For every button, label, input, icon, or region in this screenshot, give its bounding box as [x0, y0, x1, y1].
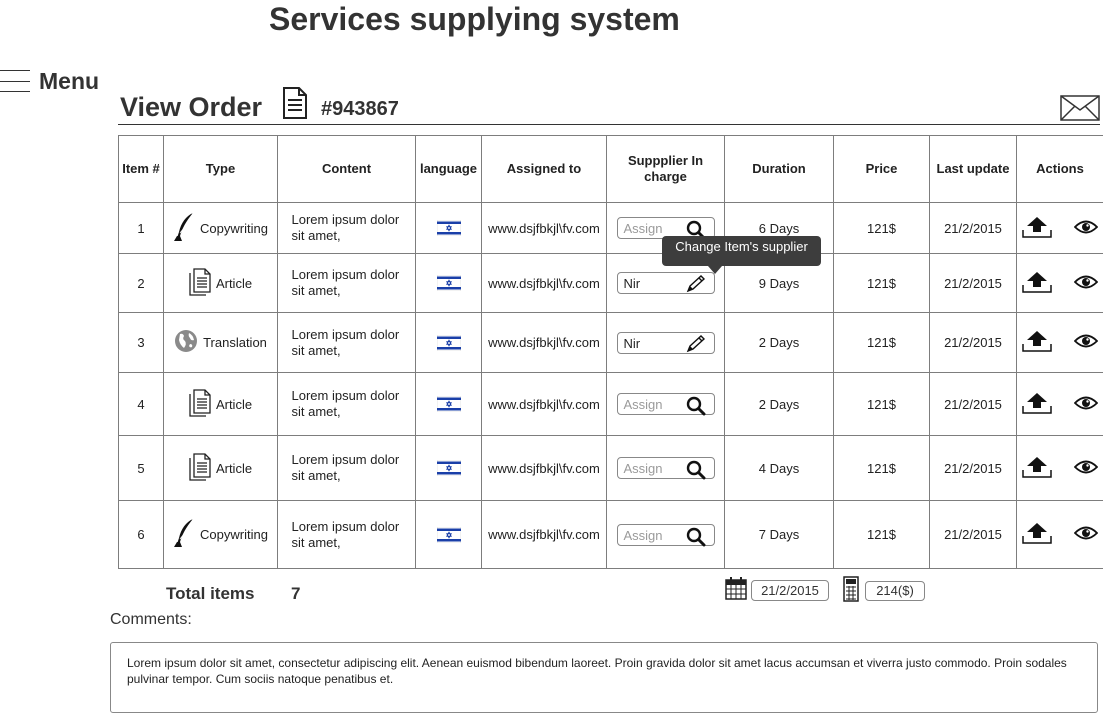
total-items-value: 7	[291, 584, 301, 603]
supplier-value: Assign	[623, 397, 663, 412]
eye-icon	[1074, 278, 1098, 293]
type-label: Copywriting	[200, 220, 268, 236]
assigned-to-url: www.dsjfbkjl\fv.com	[482, 254, 607, 313]
item-number: 6	[119, 501, 164, 569]
upload-icon	[1022, 402, 1052, 417]
supplier-assign-field[interactable]	[617, 457, 715, 479]
upload-button[interactable]	[1022, 330, 1052, 355]
israel-flag-icon	[437, 396, 461, 412]
eye-icon	[1074, 529, 1098, 544]
israel-flag-icon	[437, 527, 461, 543]
assigned-to-url: www.dsjfbkjl\fv.com	[482, 203, 607, 254]
edit-supplier-button[interactable]	[686, 335, 706, 356]
supplier-value: Assign	[623, 221, 663, 236]
assigned-to-url: www.dsjfbkjl\fv.com	[482, 436, 607, 501]
upload-icon	[1022, 226, 1052, 241]
content-text: Lorem ipsum dolor sit amet,	[291, 326, 400, 358]
price-value: 121$	[834, 436, 930, 501]
column-header-type: Type	[164, 136, 278, 203]
supplier-value: Assign	[623, 527, 663, 543]
type-label: Article	[215, 275, 253, 291]
supplier-value: Nir	[623, 335, 641, 351]
table-row	[119, 203, 1103, 254]
price-value: 121$	[834, 254, 930, 313]
upload-button[interactable]	[1022, 456, 1052, 481]
duration-value: 2 Days	[725, 373, 834, 436]
document-icon	[189, 268, 211, 299]
quill-icon	[173, 518, 195, 551]
view-button[interactable]	[1074, 274, 1098, 293]
assigned-to-url: www.dsjfbkjl\fv.com	[482, 501, 607, 569]
item-number: 3	[119, 313, 164, 373]
last-update-value: 21/2/2015	[930, 501, 1017, 569]
table-row	[119, 501, 1103, 569]
item-number: 4	[119, 373, 164, 436]
upload-button[interactable]	[1022, 392, 1052, 417]
title-divider	[118, 124, 1100, 125]
eye-icon	[1074, 399, 1098, 414]
content-text: Lorem ipsum dolor sit amet,	[291, 388, 400, 419]
type-label: Copywriting	[200, 527, 268, 542]
comments-textarea[interactable]: Lorem ipsum dolor sit amet, consectetur adipiscing elit. Aenean euismod bibendum laoreet. Proin gravida dolor sit amet lacus accumsan et viverra justo commodo. Proin sodales pulvinar tempor. Cum sociis natoque penatibus et.	[110, 642, 1098, 713]
search-supplier-button[interactable]	[686, 460, 706, 483]
supplier-assign-field[interactable]	[617, 393, 715, 415]
last-update-value: 21/2/2015	[930, 203, 1017, 254]
document-icon	[189, 453, 211, 484]
column-header-last-update: Last update	[930, 136, 1017, 203]
last-update-value: 21/2/2015	[930, 373, 1017, 436]
israel-flag-icon	[437, 335, 461, 351]
menu-button[interactable]	[0, 66, 99, 96]
supplier-tooltip: Change Item's supplier	[662, 236, 821, 266]
view-button[interactable]	[1074, 459, 1098, 478]
calculator-icon	[843, 576, 859, 602]
column-header-actions: Actions	[1017, 136, 1103, 203]
page-title: View Order	[120, 92, 263, 122]
last-update-value: 21/2/2015	[930, 254, 1017, 313]
price-value: 121$	[834, 313, 930, 373]
duration-value: 6 Days	[725, 203, 834, 254]
comments-label: Comments:	[110, 611, 192, 628]
column-header-assigned-to: Assigned to	[482, 136, 607, 203]
upload-icon	[1022, 532, 1052, 547]
table-row	[119, 436, 1103, 501]
order-number: #943867	[321, 98, 399, 120]
eye-icon	[1074, 223, 1098, 238]
last-update-value: 21/2/2015	[930, 313, 1017, 373]
supplier-assign-field[interactable]	[617, 524, 715, 546]
upload-icon	[1022, 340, 1052, 355]
view-button[interactable]	[1074, 333, 1098, 352]
duration-value: 4 Days	[725, 436, 834, 501]
hamburger-icon	[0, 70, 30, 92]
quill-icon	[173, 212, 195, 245]
total-items-label: Total items	[166, 584, 255, 603]
search-icon	[686, 468, 706, 483]
type-label: Translation	[203, 335, 267, 350]
eye-icon	[1074, 463, 1098, 478]
type-label: Article	[215, 460, 253, 476]
content-text: Lorem ipsum dolor sit amet,	[291, 518, 400, 550]
duration-value: 9 Days	[725, 254, 834, 313]
view-button[interactable]	[1074, 525, 1098, 544]
menu-label: Menu	[39, 67, 100, 94]
content-text: Lorem ipsum dolor sit amet,	[291, 267, 400, 298]
search-icon	[686, 404, 706, 419]
supplier-value: Assign	[623, 461, 663, 476]
search-supplier-button[interactable]	[686, 396, 706, 419]
column-header-item: Item #	[119, 136, 164, 203]
view-button[interactable]	[1074, 219, 1098, 238]
document-icon	[282, 86, 308, 120]
price-value: 121$	[834, 203, 930, 254]
item-number: 2	[119, 254, 164, 313]
order-total-price-field[interactable]: 214($)	[865, 581, 925, 601]
column-header-supplier: Suppplier In charge	[607, 136, 725, 203]
israel-flag-icon	[437, 220, 461, 236]
column-header-price: Price	[834, 136, 930, 203]
israel-flag-icon	[437, 275, 461, 291]
table-row	[119, 373, 1103, 436]
price-value: 121$	[834, 373, 930, 436]
column-header-duration: Duration	[725, 136, 834, 203]
supplier-name-field[interactable]	[617, 332, 715, 354]
mail-icon[interactable]	[1060, 95, 1100, 121]
globe-icon	[174, 329, 198, 356]
upload-icon	[1022, 281, 1052, 296]
calendar-icon	[725, 576, 747, 600]
order-date-field[interactable]: 21/2/2015	[751, 580, 829, 601]
search-icon	[686, 535, 706, 550]
orders-table	[118, 135, 1103, 569]
israel-flag-icon	[437, 460, 461, 476]
column-header-content: Content	[278, 136, 416, 203]
duration-value: 7 Days	[725, 501, 834, 569]
column-header-language: language	[416, 136, 482, 203]
assigned-to-url: www.dsjfbkjl\fv.com	[482, 313, 607, 373]
content-text: Lorem ipsum dolor sit amet,	[291, 212, 400, 243]
last-update-value: 21/2/2015	[930, 436, 1017, 501]
upload-button[interactable]	[1022, 216, 1052, 241]
search-supplier-button[interactable]	[686, 527, 706, 550]
content-text: Lorem ipsum dolor sit amet,	[291, 452, 400, 483]
upload-button[interactable]	[1022, 271, 1052, 296]
table-row	[119, 313, 1103, 373]
supplier-name-field[interactable]	[617, 272, 715, 294]
upload-button[interactable]	[1022, 522, 1052, 547]
type-label: Article	[215, 396, 253, 412]
assigned-to-url: www.dsjfbkjl\fv.com	[482, 373, 607, 436]
duration-value: 2 Days	[725, 313, 834, 373]
document-icon	[189, 389, 211, 420]
price-value: 121$	[834, 501, 930, 569]
eye-icon	[1074, 337, 1098, 352]
item-number: 1	[119, 203, 164, 254]
upload-icon	[1022, 466, 1052, 481]
pencil-icon	[686, 281, 706, 296]
edit-supplier-button[interactable]	[686, 275, 706, 296]
table-header-row	[119, 136, 1103, 203]
item-number: 5	[119, 436, 164, 501]
view-button[interactable]	[1074, 395, 1098, 414]
app-title: Services supplying system	[269, 1, 680, 37]
supplier-value: Nir	[623, 276, 641, 291]
pencil-icon	[686, 341, 706, 356]
table-row	[119, 254, 1103, 313]
